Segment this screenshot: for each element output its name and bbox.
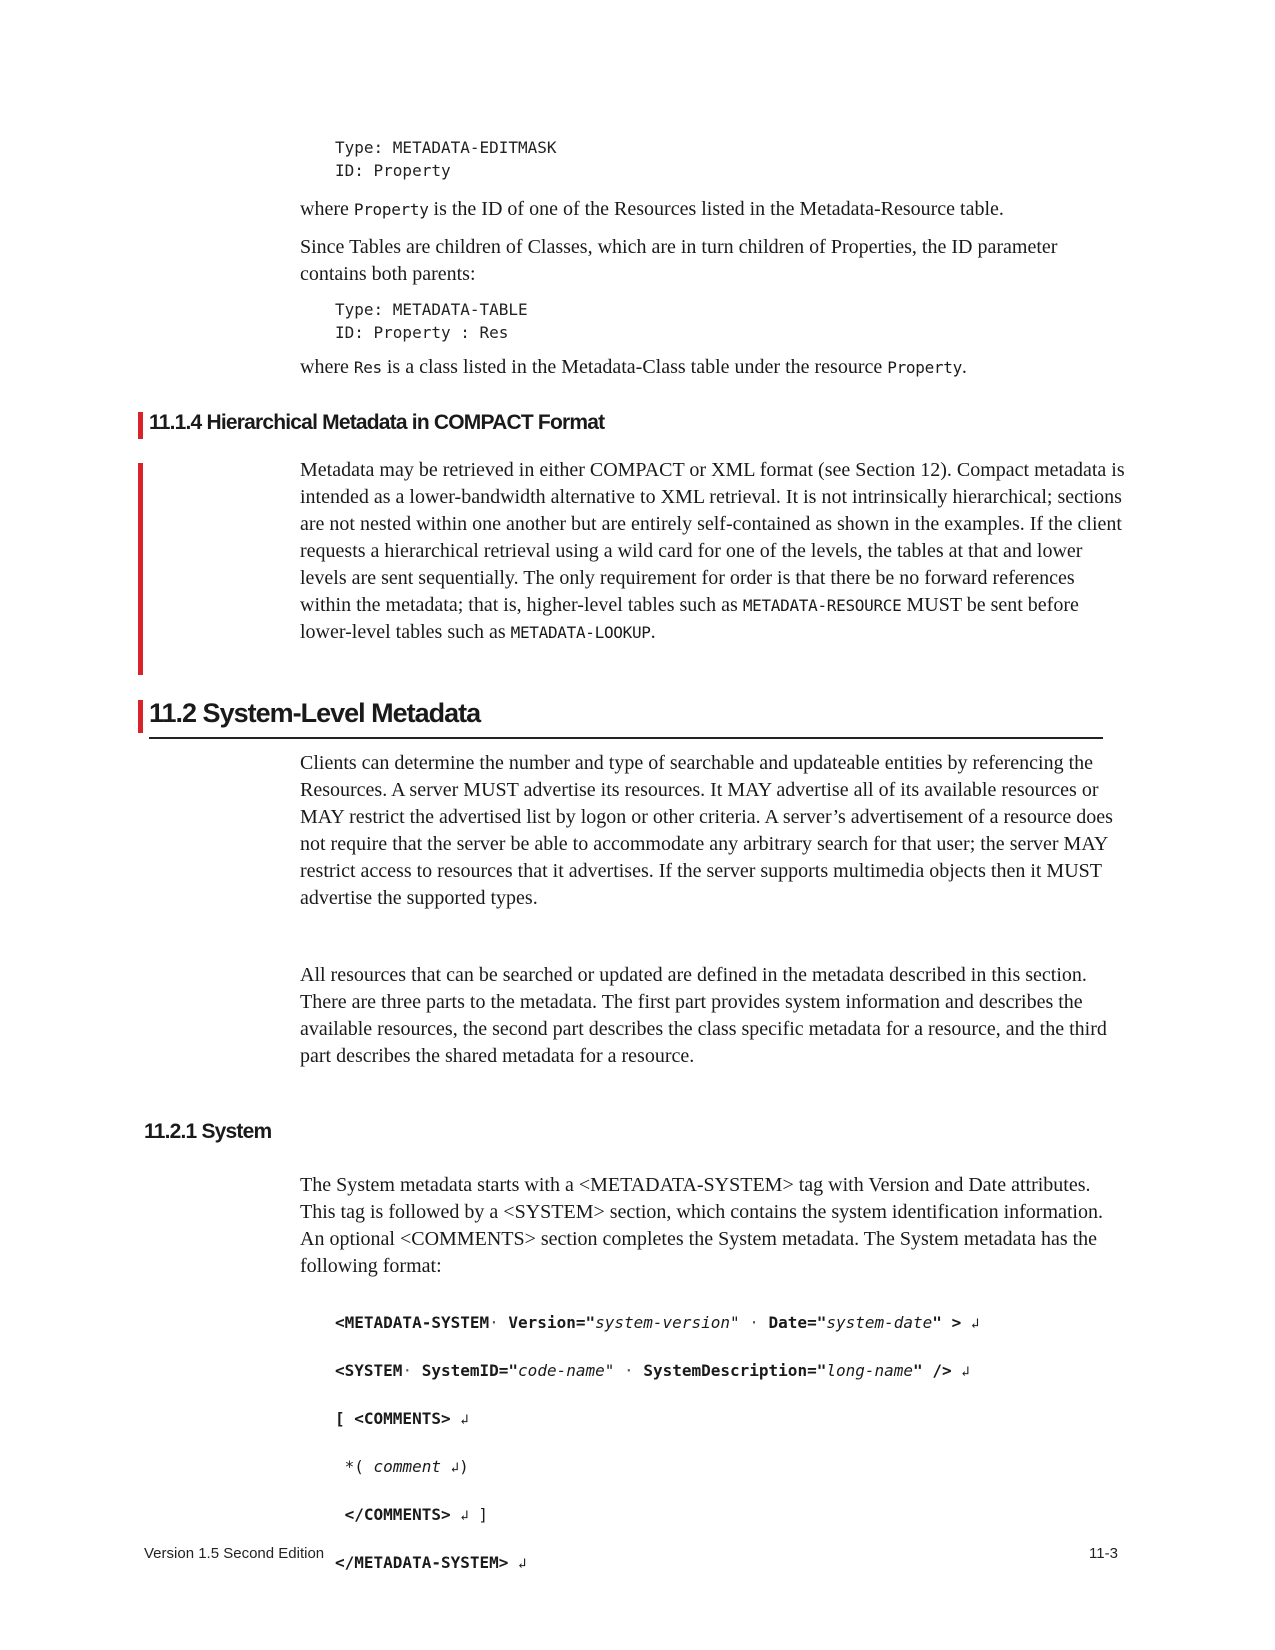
code-line [335,1407,979,1432]
inline-code: METADATA-LOOKUP [510,623,651,642]
return-icon: ↲ [450,1460,460,1476]
text: . [961,356,967,378]
text: MUST be sent before lower-level tables such as [300,594,1079,643]
code-attr: SystemDescription=" [643,1361,827,1380]
inline-code: Property [353,200,429,219]
text: where [300,198,354,220]
text: Metadata may be retrieved in either COMPACT or XML format (see Section 12). Compact metadata is intended as a lower-bandwidth alternative to XML retrieval. It is not intrinsically hierarchical; sections are not nested within one another but are entirely self-contained as shown in the examples. If the client requests a hierarchical retrieval using a wild card for one of the levels, the tables at that and lower levels are sent sequentially. The only requirement for order is that there be no forward references within the metadata; that is, higher-level tables such as [300,459,1125,616]
inline-code: Property [887,358,962,377]
code-attr: Version=" [508,1313,596,1332]
text: . [650,621,656,643]
paragraph-clients-resources: Clients can determine the number and type of searchable and updateable entities by referencing the Resources. A server MUST advertise its resources. It MAY advertise all of its available resources or MAY restrict the advertised list by logon or other criteria. A server’s advertisement of a resource does not require that the server be able to accommodate any arbitrary search for that user; the server MAY restrict access to resources that it advertises. If the server supports multimedia objects then it MUST advertise the supported types. [300,752,1113,909]
space-marker: · [624,1361,634,1380]
inline-code: METADATA-RESOURCE [742,596,902,615]
return-icon: ↲ [460,1412,469,1428]
code-value: code-name [518,1361,605,1380]
code-line [335,1503,979,1528]
paragraph-tables-children: Since Tables are children of Classes, which are in turn children of Properties, the ID parameter contains both parents: [300,236,1058,285]
return-icon: ↲ [961,1364,970,1380]
code-attr: Date=" [768,1313,827,1332]
code-line: ID: Property [335,161,451,180]
text: where [300,356,354,378]
page-number: 11-3 [1089,1545,1118,1562]
change-bar [138,412,143,439]
code-repeat: *( [344,1457,374,1476]
code-line [335,1311,979,1336]
code-bracket: ] [468,1505,488,1524]
paragraph-metadata-parts: All resources that can be searched or updated are defined in the metadata described in this section. There are three parts to the metadata. The first part provides system information and describes the available resources, the second part describes the class specific metadata for a resource, and the third part describes the shared metadata for a resource. [300,964,1107,1067]
code-quote: " [729,1313,740,1332]
code-quote: " [604,1361,615,1380]
code-tag: <SYSTEM [335,1361,403,1380]
code-line: Type: METADATA-TABLE [335,300,528,319]
paragraph-property-id [300,196,1130,223]
code-tag: <METADATA-SYSTEM [335,1313,490,1332]
paragraph-system-metadata: The System metadata starts with a <METADATA-SYSTEM> tag with Version and Date attributes. This tag is followed by a <SYSTEM> section, which contains the system identification information. An optional <COMMENTS> section completes the System metadata. The System metadata has the following format: [300,1174,1103,1277]
code-tag-end: " /> [913,1361,952,1380]
return-icon: ↲ [970,1316,980,1332]
code-tag-end: " > [932,1313,962,1332]
change-bar [138,700,143,733]
text: is a class listed in the Metadata-Class table under the resource [381,356,888,378]
code-attr: SystemID=" [421,1361,519,1380]
return-icon: ↲ [460,1508,469,1524]
paragraph-compact-format [300,457,1125,646]
change-bar [138,463,143,675]
code-line: ID: Property : Res [335,323,509,342]
footer-version: Version 1.5 Second Edition [144,1545,325,1562]
code-line [335,1359,979,1384]
code-value: system-date [826,1313,933,1332]
inline-code: Res [353,358,382,377]
section-heading-11-1-4: 11.1.4 Hierarchical Metadata in COMPACT Format [149,411,605,434]
code-block-table [335,298,528,344]
code-block-editmask [335,136,557,182]
space-marker: · [749,1313,759,1332]
space-marker: · [402,1361,413,1380]
code-tag: </METADATA-SYSTEM> [335,1553,509,1572]
code-line [335,1455,979,1480]
code-value: comment [373,1457,441,1476]
code-line: Type: METADATA-EDITMASK [335,138,557,157]
paragraph-res-class [300,354,1130,381]
text: is the ID of one of the Resources listed in the Metadata-Resource table. [428,198,1004,220]
section-heading-11-2: 11.2 System-Level Metadata [149,698,481,728]
code-value: system-version [595,1313,730,1332]
heading-rule [149,737,1103,739]
code-tag: [ <COMMENTS> [335,1409,451,1428]
code-tag: </COMMENTS> [344,1505,451,1524]
return-icon: ↲ [518,1556,527,1572]
code-block-system-format [335,1288,979,1599]
section-heading-11-2-1: 11.2.1 System [144,1120,272,1143]
code-value: long-name [826,1361,914,1380]
code-paren: ) [459,1457,469,1476]
code-line [335,1551,979,1576]
space-marker: · [489,1313,499,1332]
